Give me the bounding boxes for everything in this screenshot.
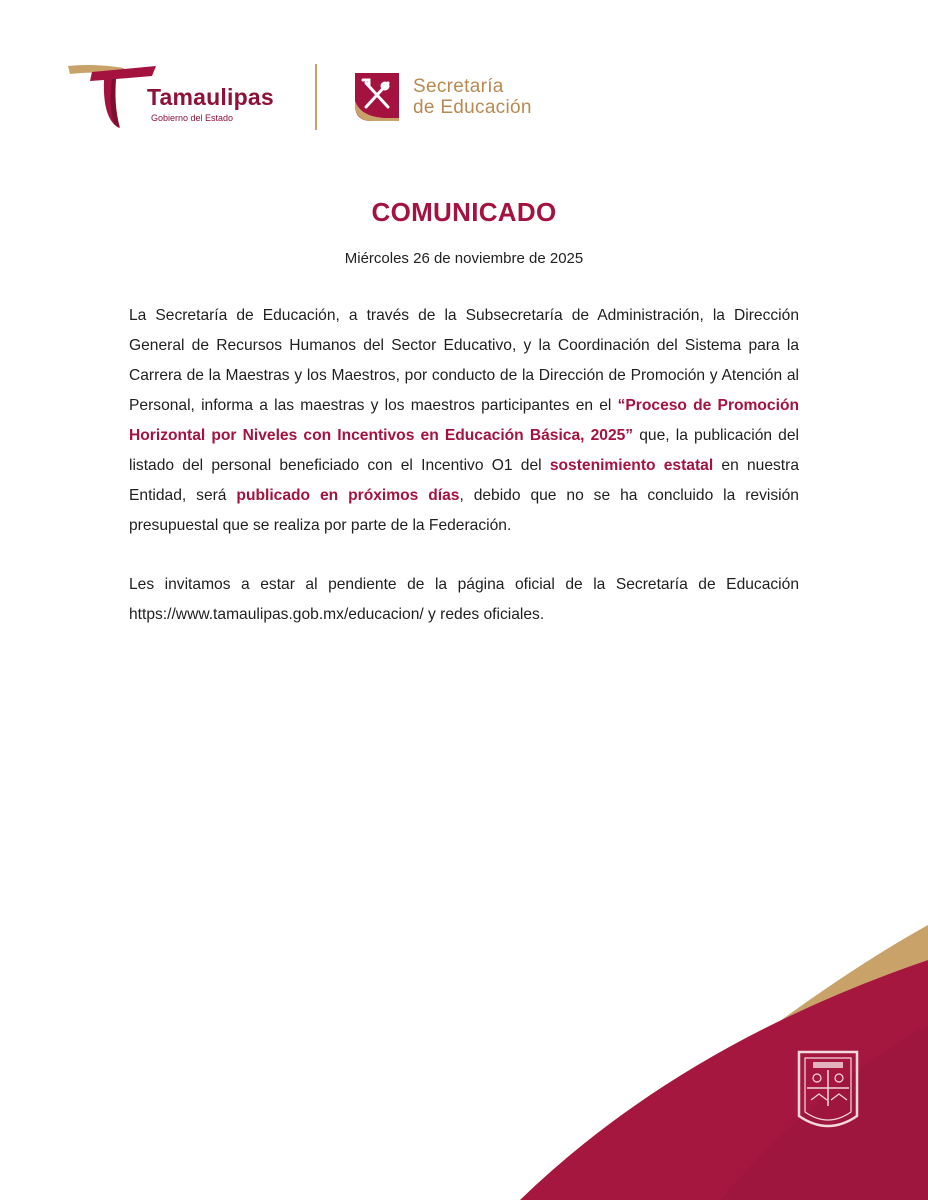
highlight-publicado: publicado en próximos días (236, 487, 460, 504)
paragraph-main-text-2: que, la publicación del listado del personal beneficiado con el Incentivo O1 del (129, 427, 799, 474)
state-seal-icon (793, 1046, 863, 1134)
paragraph-main-text-3: en nuestra Entidad, será (129, 457, 799, 504)
tamaulipas-logo-icon (66, 62, 158, 132)
secretaria-education-icon (351, 71, 403, 123)
highlight-sostenimiento: sostenimiento estatal (549, 457, 714, 474)
paragraph-invitation: Les invitamos a estar al pendiente de la página oficial de la Secretaría de Educación https://www.tamaulipas.gob.mx/educacion/ y redes oficiales. (129, 576, 799, 623)
secretaria-line1: Secretaría (413, 76, 504, 97)
paragraph-main-text-1: La Secretaría de Educación, a través de la Subsecretaría de Administración, la Dirección General de Recursos Humanos del Sector Educativo, y la Coordinación del Sistema para la Carrera de la Maestras y los Maestros, por conducto de la Dirección de Promoción y Atención al Personal, informa a las maestras y los maestros participantes en el (129, 307, 799, 414)
header (0, 0, 928, 150)
brand-subtitle: Gobierno del Estado (151, 113, 234, 123)
paragraph-main-text-4: , debido que no se ha concluido la revisión presupuestal que se realiza por parte de la Federación. (129, 487, 799, 534)
paragraph-main (129, 301, 799, 541)
brand-name: Tamaulipas (147, 84, 274, 110)
decorative-corner (520, 905, 928, 1200)
secretaria-line2: de Educación (413, 97, 532, 118)
header-divider (315, 64, 317, 130)
document-title: COMUNICADO (371, 197, 557, 227)
document-date: Miércoles 26 de noviembre de 2025 (344, 250, 584, 267)
highlight-process-name: “Proceso de Promoción Horizontal por Niveles con Incentivos en Educación Básica, 2025” (129, 397, 799, 444)
